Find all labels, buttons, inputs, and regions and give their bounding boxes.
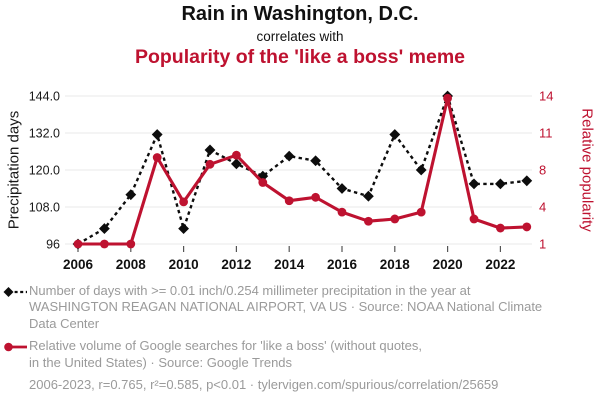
svg-text:2012: 2012 [221,257,252,272]
svg-text:11: 11 [539,125,553,141]
svg-text:144.0: 144.0 [28,89,60,104]
legend-line: Number of days with >= 0.01 inch/0.254 millimeter precipitation in the year at [29,283,471,298]
legend-line: Data Center [29,315,100,331]
svg-text:132.0: 132.0 [28,126,60,141]
svg-text:2016: 2016 [326,257,358,272]
legend-row-popularity [3,338,597,371]
svg-text:108.0: 108.0 [28,200,60,215]
legend-line: in the United States) · Source: Google Trends [29,354,293,370]
legend-line: WASHINGTON REAGAN NATIONAL AIRPORT, VA US · Source: NOAA National Climate [29,299,543,315]
svg-text:1: 1 [539,236,547,252]
svg-text:2020: 2020 [432,257,463,272]
chart-title: Rain in Washington, D.C. [181,3,419,25]
svg-text:2008: 2008 [115,257,146,272]
solid-circle-series-icon [3,338,27,358]
legend-row-precipitation [3,283,597,332]
svg-text:2010: 2010 [168,257,199,272]
legend-line: Relative volume of Google searches for 'like a boss' (without quotes, [29,338,422,354]
legend-precipitation-text [29,283,542,332]
dashed-diamond-series-icon [3,283,27,303]
right-axis-title: Relative popularity [578,108,596,232]
svg-text:2014: 2014 [274,257,305,272]
chart-connector-text: correlates with [256,29,344,44]
svg-text:8: 8 [539,162,547,178]
svg-text:96: 96 [46,237,60,252]
svg-text:2018: 2018 [379,257,410,272]
svg-text:120.0: 120.0 [28,163,60,178]
svg-text:2006: 2006 [62,257,94,272]
svg-text:14: 14 [539,88,554,104]
correlation-stats: 2006-2023, r=0.765, r²=0.585, p<0.01 · tylervigen.com/spurious/correlation/25659 [29,377,499,393]
chart-legend [3,283,597,392]
left-axis-title: Precipitation days [5,110,23,230]
svg-text:4: 4 [539,199,547,215]
legend-popularity-text [29,338,422,371]
svg-text:2022: 2022 [485,257,516,272]
chart-title-secondary: Popularity of the 'like a boss' meme [134,46,466,68]
